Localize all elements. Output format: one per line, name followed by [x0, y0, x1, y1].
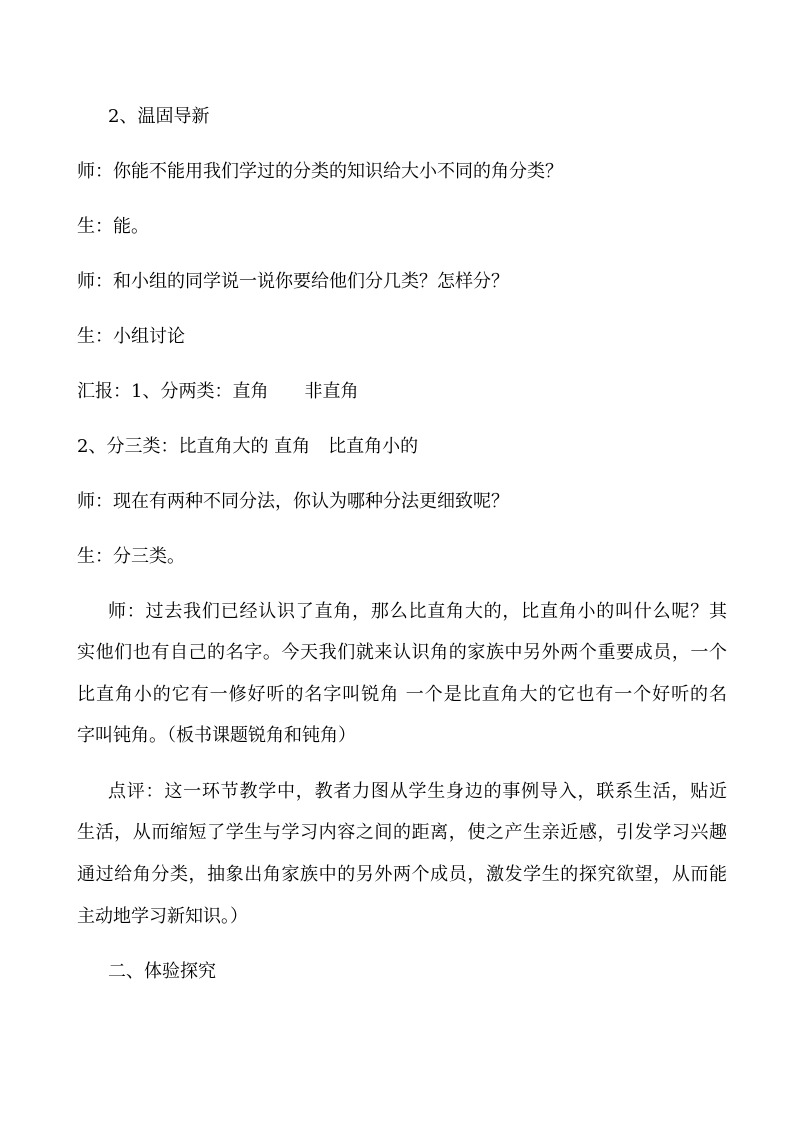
teacher-intro-line-2: 实他们也有自己的名字。今天我们就来认识角的家族中另外两个重要成员，一个 — [77, 642, 727, 663]
report-two-categories: 汇报：1、分两类：直角 非直角 — [77, 381, 359, 402]
teacher-question-classify: 师：你能不能用我们学过的分类的知识给大小不同的角分类？ — [77, 161, 563, 182]
student-answer-yes: 生：能。 — [77, 216, 149, 237]
comment-line-2: 生活，从而缩短了学生与学习内容之间的距离，使之产生亲近感，引发学习兴趣 — [77, 822, 727, 843]
student-group-discussion: 生：小组讨论 — [77, 326, 185, 347]
comment-line-1: 点评：这一环节教学中，教者力图从学生身边的事例导入，联系生活，贴近 — [108, 781, 727, 802]
teacher-group-discussion: 师：和小组的同学说一说你要给他们分几类？怎样分？ — [77, 271, 509, 292]
comment-line-3: 通过给角分类，抽象出角家族中的另外两个成员，激发学生的探究欲望，从而能 — [77, 864, 727, 885]
teacher-intro-line-3: 比直角小的它有一修好听的名字叫锐角 一个是比直角大的它也有一个好听的名 — [77, 684, 727, 705]
report-three-categories: 2、分三类：比直角大的 直角 比直角小的 — [77, 436, 419, 457]
teacher-which-method: 师：现在有两种不同分法，你认为哪种分法更细致呢？ — [77, 491, 509, 512]
section-heading-explore: 二、体验探究 — [108, 961, 216, 982]
teacher-intro-line-1: 师：过去我们已经认识了直角，那么比直角大的，比直角小的叫什么呢？其 — [108, 601, 727, 622]
teacher-intro-line-4: 字叫钝角。（板书课题锐角和钝角） — [77, 725, 356, 746]
comment-line-4: 主动地学习新知识。） — [77, 906, 248, 927]
section-heading-review: 2、温固导新 — [108, 106, 210, 127]
student-three-categories: 生：分三类。 — [77, 546, 185, 567]
